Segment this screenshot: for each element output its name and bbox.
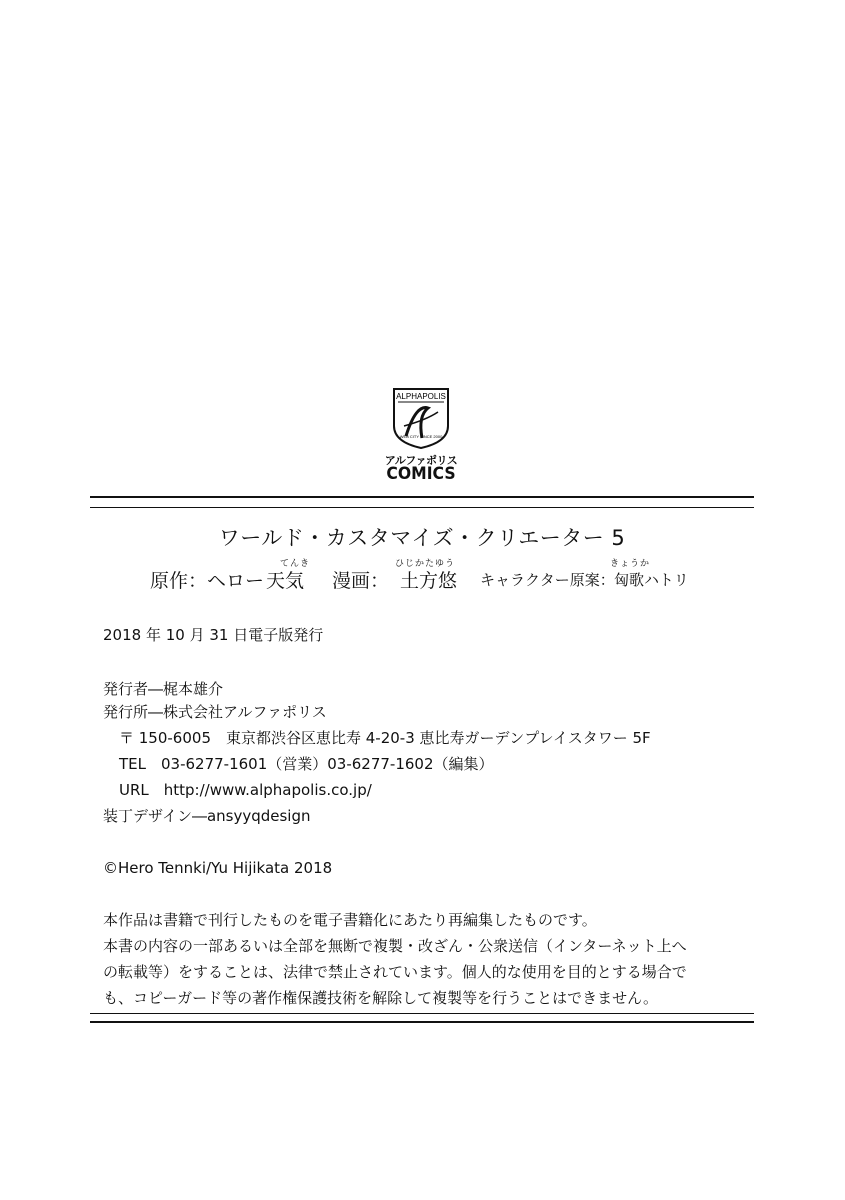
publisher-tel: TEL 03-6277-1601（営業）03-6277-1602（編集） (119, 755, 494, 773)
character-design-name: 匈歌ハトリ (614, 571, 689, 589)
manga-artist-label: 漫画： (332, 570, 390, 592)
notice-line: の転載等）をすることは、法律で禁止されています。個人的な使用を目的とする場合で (103, 963, 687, 981)
top-rule-thick (90, 496, 754, 498)
top-rule-thin (90, 507, 754, 508)
publisher-url: URL http://www.alphapolis.co.jp/ (119, 781, 372, 799)
bottom-rule-thin (90, 1013, 754, 1014)
original-author-label: 原作：ヘロー (150, 570, 265, 592)
notice-line: も、コピーガード等の著作権保護技術を解除して複製等を行うことはできません。 (103, 989, 659, 1007)
manga-artist-ruby: ひじかたゆう (395, 559, 456, 569)
character-design-label: キャラクター原案： (480, 571, 615, 589)
logo-kana-text: アルファポリス (384, 454, 458, 467)
publisher-address: 〒 150-6005 東京都渋谷区恵比寿 4-20-3 恵比寿ガーデンプレイスタワー 5F (119, 729, 651, 747)
notice-line: 本書の内容の一部あるいは全部を無断で複製・改ざん・公衆送信（インターネット上へ (103, 937, 687, 955)
original-author-ruby: てんき (280, 559, 311, 569)
character-design-ruby: きょうか (610, 559, 651, 569)
cover-design-credit: 装丁デザイン―ansyyqdesign (103, 807, 311, 825)
manga-artist-name: 土方悠 (400, 570, 458, 592)
logo-badge-text: ALPHAPOLIS (396, 392, 446, 401)
alphapolis-shield-icon (376, 386, 466, 450)
release-date: 2018 年 10 月 31 日電子版発行 (103, 626, 324, 644)
notice-line: 本作品は書籍で刊行したものを電子書籍化にあたり再編集したものです。 (103, 911, 597, 929)
publisher-company: 発行所―株式会社アルファポリス (103, 703, 327, 721)
publisher-person: 発行者―梶本雄介 (103, 680, 224, 698)
logo-badge-small: WEB CITY SINCE 2000 (399, 434, 443, 439)
book-title: ワールド・カスタマイズ・クリエーター 5 (218, 526, 626, 550)
logo-comics-text: COMICS (386, 464, 456, 484)
copyright-line: ©Hero Tennki/Yu Hijikata 2018 (103, 859, 333, 877)
original-author-name: 天気 (266, 570, 305, 592)
bottom-rule-thick (90, 1021, 754, 1023)
alphapolis-comics-logo (376, 386, 466, 490)
